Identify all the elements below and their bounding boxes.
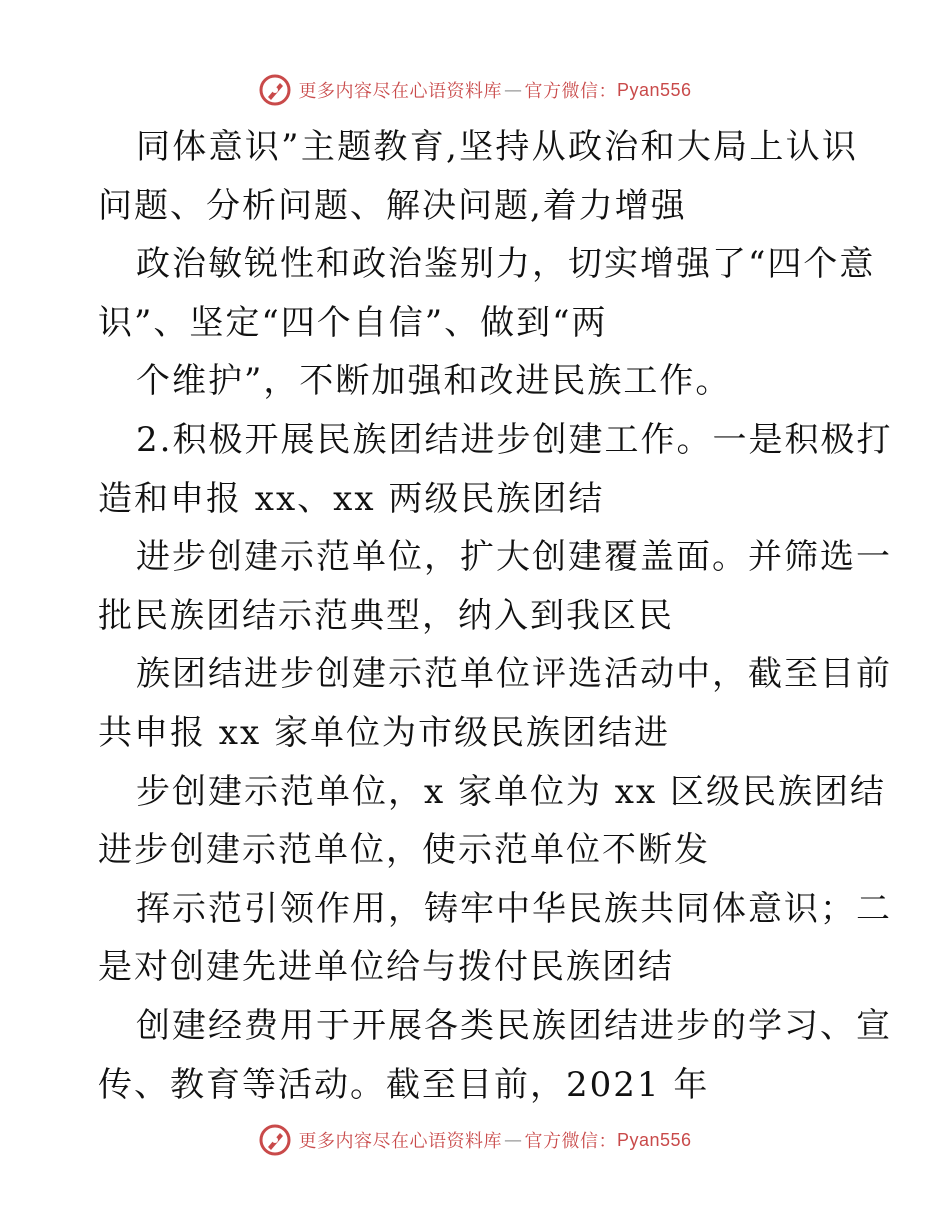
text-line: 2.积极开展民族团结进步创建工作。一是积极打: [136, 419, 893, 460]
text-line: 问题、分析问题、解决问题,着力增强: [98, 185, 687, 226]
text-line: 政治敏锐性和政治鉴别力，切实增强了“四个意: [136, 244, 876, 285]
header-watermark: [0, 70, 950, 110]
text-line: 进步创建示范单位，扩大创建覆盖面。并筛选一: [136, 537, 892, 578]
pen-logo-icon: [258, 73, 292, 107]
watermark-separator: —: [503, 1129, 523, 1151]
pen-logo-icon: [258, 1123, 292, 1157]
text-line: 同体意识”主题教育,坚持从政治和大局上认识: [136, 127, 858, 167]
watermark-wechat-id: Pyan556: [616, 79, 692, 100]
text-line: 传、教育等活动。截至目前，2021 年: [98, 1064, 710, 1105]
document-body: [98, 118, 893, 1114]
text-line: 造和申报 xx、xx 两级民族团结: [98, 478, 605, 519]
watermark-wechat-id: Pyan556: [616, 1129, 692, 1150]
text-line: 步创建示范单位，x 家单位为 xx 区级民族团结: [136, 771, 886, 812]
text-line: 共申报 xx 家单位为市级民族团结进: [98, 712, 670, 753]
text-line: 个维护”，不断加强和改进民族工作。: [136, 361, 732, 402]
watermark-wechat-label: 官方微信：: [524, 81, 617, 102]
text-line: 挥示范引领作用，铸牢中华民族共同体意识；二: [136, 888, 892, 929]
watermark-separator: —: [503, 79, 523, 101]
watermark-wechat-label: 官方微信：: [524, 1131, 617, 1152]
text-line: 创建经费用于开展各类民族团结进步的学习、宣: [136, 1005, 892, 1046]
text-line: 批民族团结示范典型，纳入到我区民: [98, 595, 674, 636]
watermark-site-text: 更多内容尽在心语资料库: [298, 81, 502, 102]
text-line: 识”、坚定“四个自信”、做到“两: [98, 302, 608, 343]
text-line: 进步创建示范单位，使示范单位不断发: [98, 830, 710, 871]
watermark-site-text: 更多内容尽在心语资料库: [298, 1131, 502, 1152]
footer-watermark: [0, 1120, 950, 1160]
text-line: 是对创建先进单位给与拨付民族团结: [98, 947, 674, 988]
text-line: 族团结进步创建示范单位评选活动中，截至目前: [136, 654, 892, 695]
